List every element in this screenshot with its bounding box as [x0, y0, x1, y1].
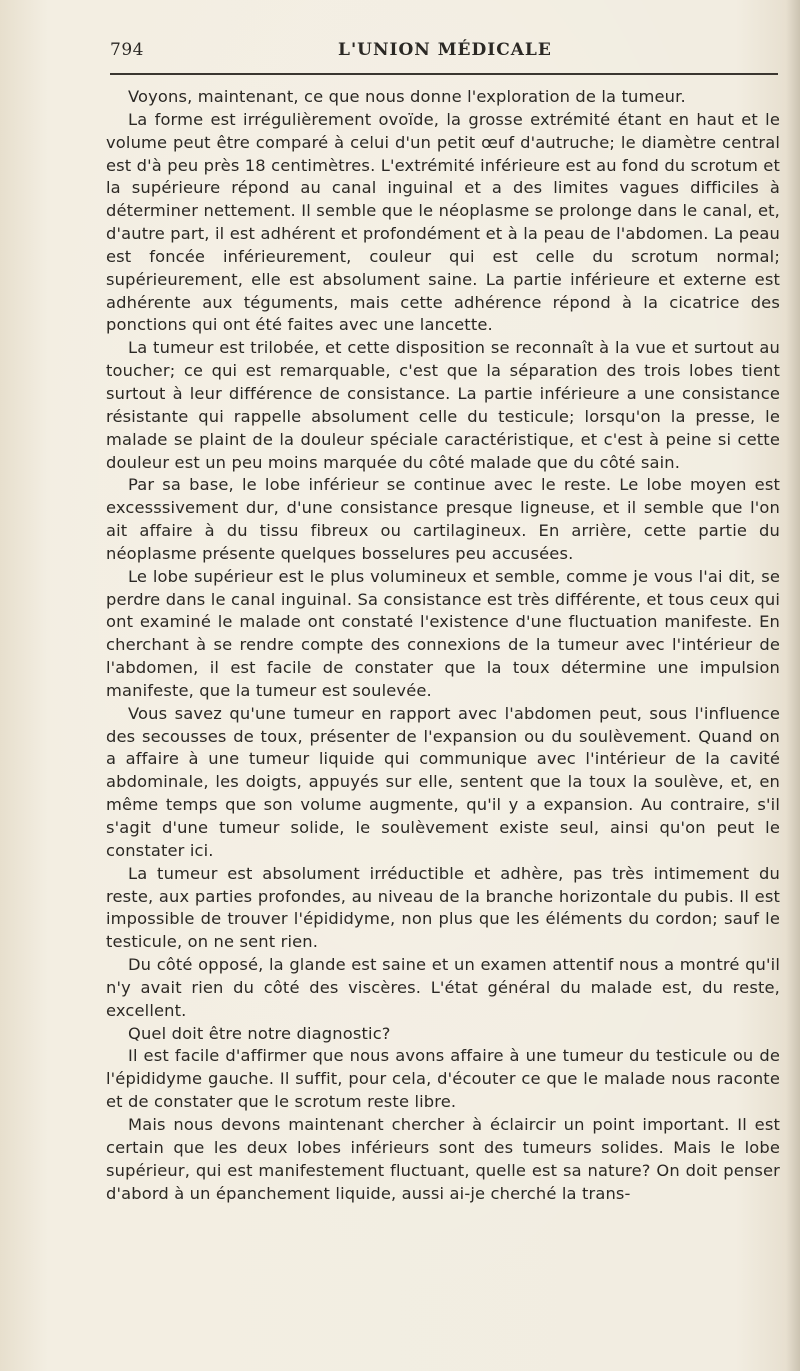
paragraph: Du côté opposé, la glande est saine et un examen attentif nous a montré qu'il n'y avait rien du côté des viscères. L'état général du malade est, du reste, excellent. [106, 955, 780, 1020]
paragraph: Voyons, maintenant, ce que nous donne l'exploration de la tumeur. [128, 87, 686, 106]
paragraph: La forme est irrégulièrement ovoïde, la grosse extrémité étant en haut et le volume peut être comparé à celui d'un petit œuf d'autruche; le diamètre central est d'à peu près 18 centimètres. L'extrémité inférieure est au fond du scrotum et la supérieure répond au canal inguinal et a des limites vagues difficiles à déterminer nettement. Il semble que le néoplasme se prolonge dans le canal, et, d'autre part, il est adhérent et profondément et à la peau de l'abdomen. La peau est foncée inférieurement, couleur qui est celle du scrotum normal; supérieurement, elle est absolument saine. La partie inférieure et externe est adhérente aux téguments, mais cette adhérence répond à la cicatrice des ponctions qui ont été faites avec une lancette. [106, 109, 780, 335]
page-edge-shadow [786, 0, 800, 1371]
article-body [106, 86, 780, 1205]
paragraph: La tumeur est absolument irréductible et adhère, pas très intimement du reste, aux parties profondes, au niveau de la branche horizontale du pubis. Il est impossible de trouver l'épididyme, non plus que les éléments du cordon; sauf le testicule, on ne sent rien. [106, 863, 780, 952]
journal-title: L'UNION MÉDICALE [338, 40, 552, 60]
paragraph: Mais nous devons maintenant chercher à éclaircir un point important. Il est certain que les deux lobes inférieurs sont des tumeurs solides. Mais le lobe supérieur, qui est manifestement fluctuant, quelle est sa nature? On doit penser d'abord à un épanchement liquide, aussi ai-je cherché la trans- [106, 1114, 780, 1203]
paragraph: Quel doit être notre diagnostic? [128, 1023, 391, 1043]
page-number: 794 [110, 40, 144, 60]
paragraph: Par sa base, le lobe inférieur se continue avec le reste. Le lobe moyen est excesssivement dur, d'une consistance presque ligneuse, et il semble que l'on ait affaire à du tissu fibreux ou cartilagineux. En arrière, cette partie du néoplasme présente quelques bosselures peu accusées. [106, 475, 780, 563]
paragraph: Il est facile d'affirmer que nous avons affaire à une tumeur du testicule ou de l'épididyme gauche. Il suffit, pour cela, d'écouter ce que le malade nous raconte et de constater que le scrotum reste libre. [106, 1046, 780, 1112]
page-header [110, 36, 778, 66]
paragraph: Le lobe supérieur est le plus volumineux et semble, comme je vous l'ai dit, se perdre dans le canal inguinal. Sa consistance est très différente, et tous ceux qui ont examiné le malade ont constaté l'existence d'une fluctuation manifeste. En cherchant à se rendre compte des connexions de la tumeur avec l'intérieur de l'abdomen, il est facile de constater que la toux détermine une impulsion manifeste, que la tumeur est soulevée. [106, 566, 780, 700]
header-rule [110, 73, 778, 75]
paragraph: La tumeur est trilobée, et cette disposition se reconnaît à la vue et surtout au toucher; ce qui est remarquable, c'est que la séparation des trois lobes tient surtout à leur différence de consistance. La partie inférieure a une consistance résistante qui rappelle absolument celle du testicule; lorsqu'on la presse, le malade se plaint de la douleur spéciale caractéristique, et c'est à peine si cette douleur est un peu moins marquée du côté malade que du côté sain. [106, 338, 780, 472]
paragraph: Vous savez qu'une tumeur en rapport avec l'abdomen peut, sous l'influence des secousses de toux, présenter de l'expansion ou du soulèvement. Quand on a affaire à une tumeur liquide qui communique avec l'intérieur de la cavité abdominale, les doigts, appuyés sur elle, sentent que la toux la soulève, et, en même temps que son volume augmente, qu'il y a expansion. Au contraire, s'il s'agit d'une tumeur solide, le soulèvement existe seul, ainsi qu'on peut le constater ici. [106, 703, 780, 860]
